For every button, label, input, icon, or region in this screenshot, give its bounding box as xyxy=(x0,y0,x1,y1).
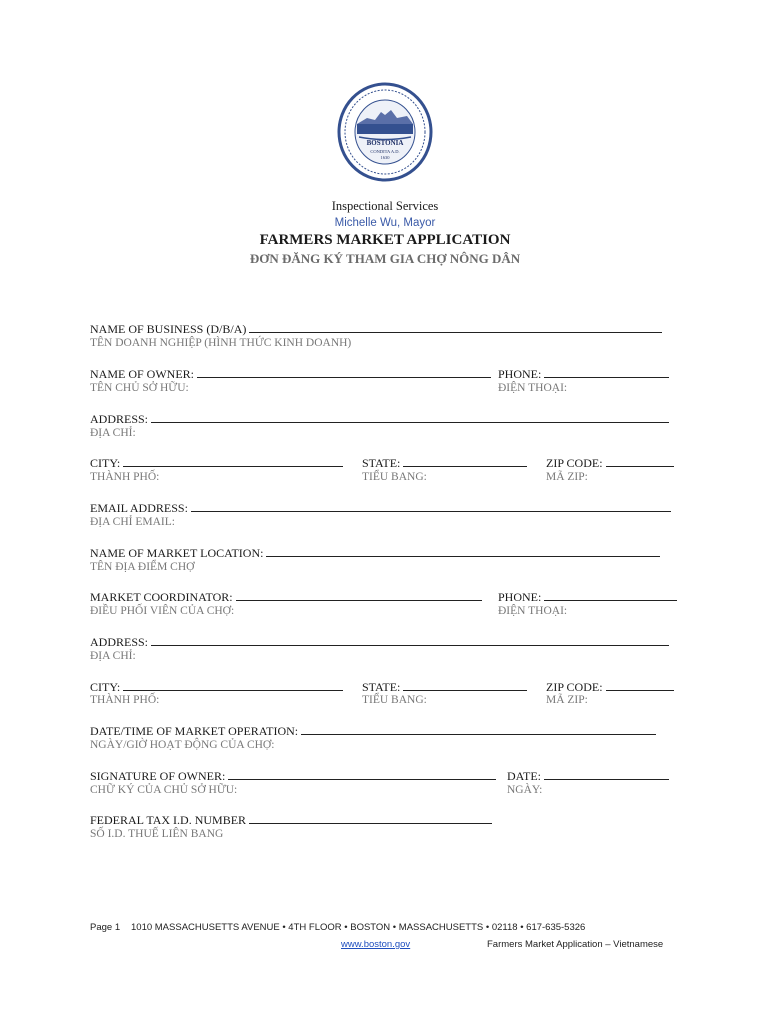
city1-label: CITY: xyxy=(90,456,121,470)
footer-website-link[interactable]: www.boston.gov xyxy=(341,939,411,950)
market-location-label-vi: TÊN ĐỊA ĐIỂM CHỢ xyxy=(90,561,195,573)
city2-field[interactable] xyxy=(123,679,343,691)
date-label-vi: NGÀY: xyxy=(507,784,543,796)
footer-page-number: Page 1 xyxy=(90,922,121,933)
form-title: FARMERS MARKET APPLICATION xyxy=(259,232,511,248)
coordinator-phone-label: PHONE: xyxy=(498,590,542,604)
zip2-label-vi: MÃ ZIP: xyxy=(546,694,588,706)
owner-name-row xyxy=(90,366,491,382)
market-location-label: NAME OF MARKET LOCATION: xyxy=(90,546,264,560)
address1-label: ADDRESS: xyxy=(90,412,149,426)
zip1-label: ZIP CODE: xyxy=(546,456,603,470)
footer-document-name: Farmers Market Application – Vietnamese xyxy=(487,939,664,950)
city-seal-logo xyxy=(337,82,433,182)
address2-row xyxy=(90,634,669,650)
state1-row xyxy=(362,455,527,471)
owner-phone-label-vi: ĐIỆN THOẠI: xyxy=(498,382,568,394)
coordinator-phone-label-vi: ĐIỆN THOẠI: xyxy=(498,605,568,617)
zip1-field[interactable] xyxy=(606,455,674,467)
tax-id-label: FEDERAL TAX I.D. NUMBER xyxy=(90,813,247,827)
mayor-name: Michelle Wu, Mayor xyxy=(334,217,436,229)
operation-label-vi: NGÀY/GIỜ HOẠT ĐỘNG CỦA CHỢ: xyxy=(90,739,275,751)
state2-label: STATE: xyxy=(362,680,401,694)
owner-phone-label: PHONE: xyxy=(498,367,542,381)
owner-name-label: NAME OF OWNER: xyxy=(90,367,194,381)
business-name-label-vi: TÊN DOANH NGHIỆP (HÌNH THỨC KINH DOANH) xyxy=(90,337,352,349)
coordinator-label-vi: ĐIỀU PHỐI VIÊN CỦA CHỢ: xyxy=(90,605,235,617)
operation-label: DATE/TIME OF MARKET OPERATION: xyxy=(90,724,299,738)
address2-field[interactable] xyxy=(151,634,669,646)
date-row xyxy=(507,768,669,784)
operation-row xyxy=(90,723,656,739)
seal-condita: CONDITA A.D. xyxy=(370,149,400,154)
email-label: EMAIL ADDRESS: xyxy=(90,501,188,515)
coordinator-phone-row xyxy=(498,589,677,605)
address1-field[interactable] xyxy=(151,411,669,423)
city2-row xyxy=(90,679,343,695)
date-field[interactable] xyxy=(544,768,669,780)
state2-field[interactable] xyxy=(403,679,527,691)
address1-label-vi: ĐỊA CHỈ: xyxy=(90,427,136,439)
zip1-row xyxy=(546,455,674,471)
signature-label: SIGNATURE OF OWNER: xyxy=(90,769,226,783)
form-subtitle: ĐƠN ĐĂNG KÝ THAM GIA CHỢ NÔNG DÂN xyxy=(249,251,521,266)
address2-label-vi: ĐỊA CHỈ: xyxy=(90,650,136,662)
signature-row xyxy=(90,768,496,784)
footer-address: 1010 MASSACHUSETTS AVENUE • 4TH FLOOR • BOSTON • MASSACHUSETTS • 02118 • 617-635-5326 xyxy=(131,922,586,933)
tax-id-row xyxy=(90,812,492,828)
date-label: DATE: xyxy=(507,769,541,783)
tax-id-label-vi: SỐ I.D. THUẾ LIÊN BANG xyxy=(90,828,224,840)
state1-field[interactable] xyxy=(403,455,527,467)
operation-field[interactable] xyxy=(301,723,656,735)
email-row xyxy=(90,500,671,516)
address1-row xyxy=(90,411,669,427)
seal-text: BOSTONIA xyxy=(366,139,404,147)
zip2-row xyxy=(546,679,674,695)
coordinator-field[interactable] xyxy=(236,589,482,601)
business-name-field[interactable] xyxy=(249,321,662,333)
owner-phone-row xyxy=(498,366,669,382)
state1-label-vi: TIỂU BANG: xyxy=(362,471,427,483)
business-name-label: NAME OF BUSINESS (D/B/A) xyxy=(90,322,247,336)
state2-row xyxy=(362,679,527,695)
email-label-vi: ĐỊA CHỈ EMAIL: xyxy=(90,516,175,528)
market-location-row xyxy=(90,545,660,561)
city1-row xyxy=(90,455,343,471)
market-location-field[interactable] xyxy=(266,545,660,557)
city2-label-vi: THÀNH PHỐ: xyxy=(90,694,160,706)
signature-field[interactable] xyxy=(228,768,496,780)
signature-label-vi: CHỮ KÝ CỦA CHỦ SỞ HỮU: xyxy=(90,784,238,796)
zip2-field[interactable] xyxy=(606,679,674,691)
city2-label: CITY: xyxy=(90,680,121,694)
department-name: Inspectional Services xyxy=(331,199,439,213)
coordinator-label: MARKET COORDINATOR: xyxy=(90,590,233,604)
owner-phone-field[interactable] xyxy=(544,366,669,378)
city1-field[interactable] xyxy=(123,455,343,467)
owner-name-label-vi: TÊN CHỦ SỞ HỮU: xyxy=(90,382,189,394)
email-field[interactable] xyxy=(191,500,671,512)
seal-year: 1630 xyxy=(380,155,390,160)
business-name-row xyxy=(90,321,662,337)
tax-id-field[interactable] xyxy=(249,812,492,824)
owner-name-field[interactable] xyxy=(197,366,491,378)
zip1-label-vi: MÃ ZIP: xyxy=(546,471,588,483)
coordinator-row xyxy=(90,589,482,605)
state1-label: STATE: xyxy=(362,456,401,470)
city1-label-vi: THÀNH PHỐ: xyxy=(90,471,160,483)
zip2-label: ZIP CODE: xyxy=(546,680,603,694)
coordinator-phone-field[interactable] xyxy=(544,589,677,601)
address2-label: ADDRESS: xyxy=(90,635,149,649)
state2-label-vi: TIỂU BANG: xyxy=(362,694,427,706)
